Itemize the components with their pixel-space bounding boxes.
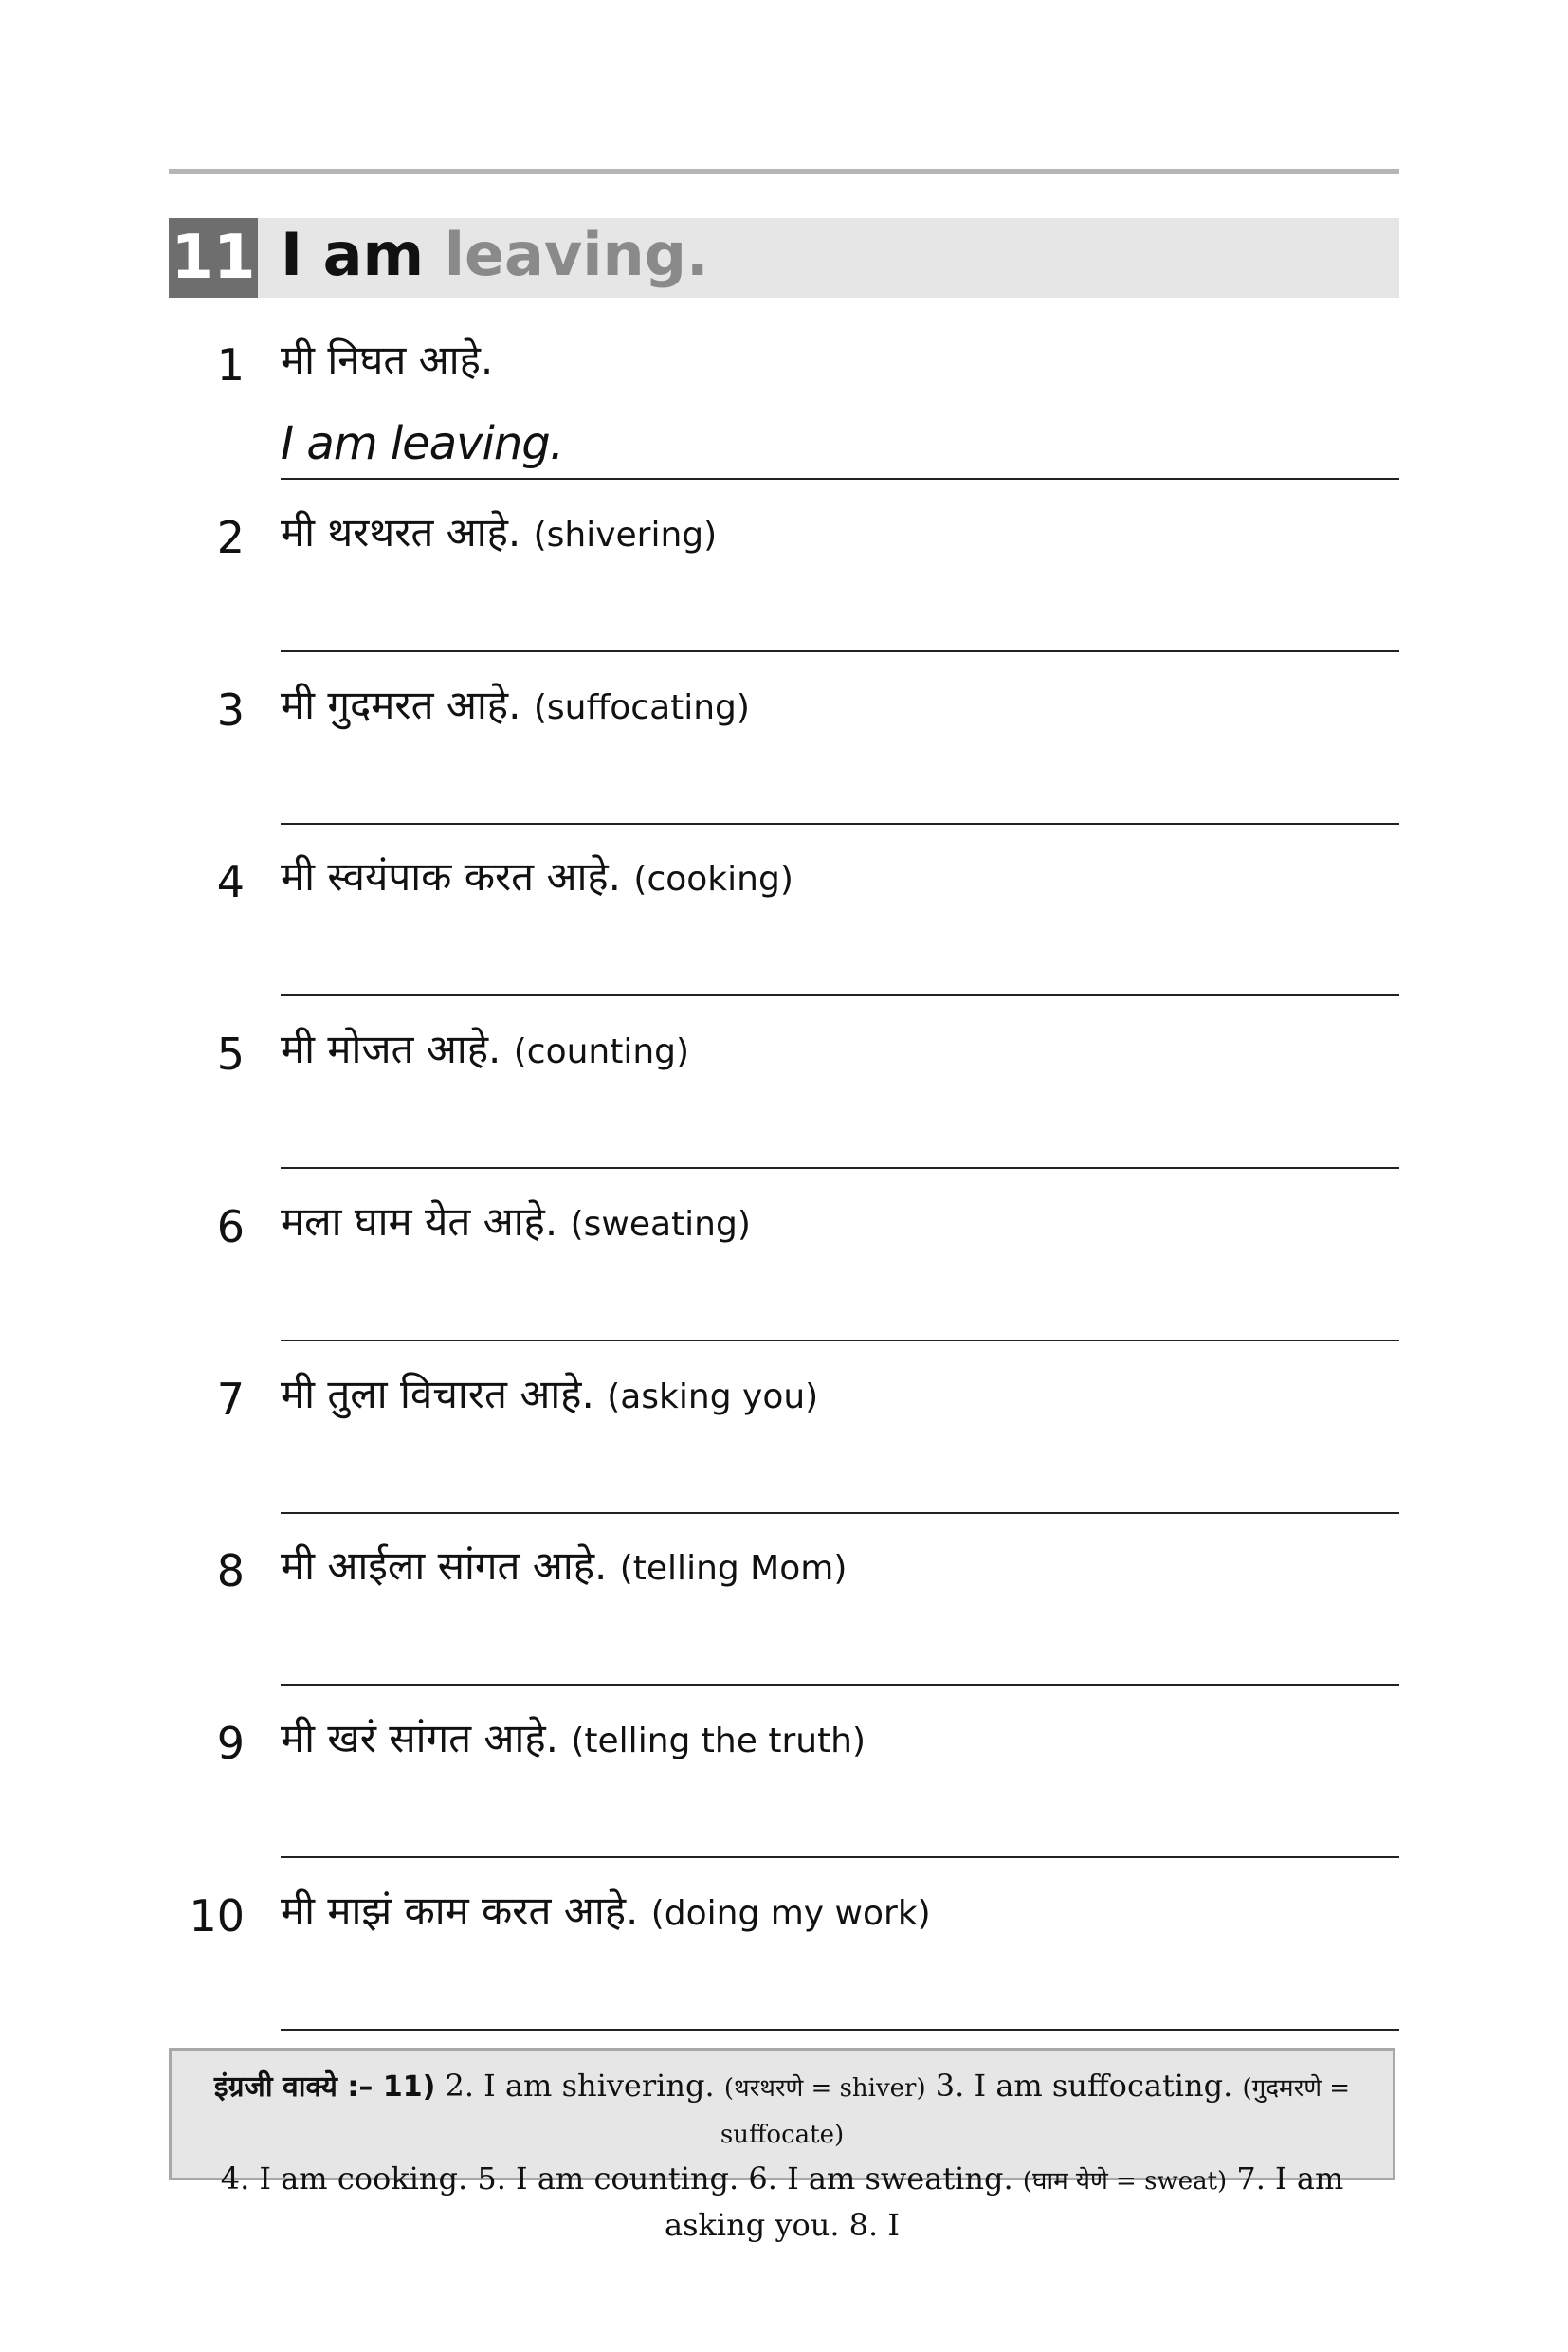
english-hint: (asking you) — [607, 1377, 819, 1416]
english-hint: (sweating) — [570, 1205, 751, 1244]
exercise-prompt — [281, 1528, 847, 1607]
exercise-item — [169, 839, 1399, 1012]
exercise-prompt — [281, 322, 493, 398]
exercise-prompt — [281, 495, 717, 574]
answer-line[interactable] — [281, 478, 1399, 480]
marathi-sentence: मी तुला विचारत आहे. — [281, 1371, 594, 1417]
exercise-prompt — [281, 1357, 818, 1435]
answer-key-note: (थरथरणे = shiver) — [723, 2074, 926, 2103]
exercise-item — [169, 1357, 1399, 1529]
exercise-prompt — [281, 1012, 689, 1090]
answer-key-text: 3. I am suffocating. — [925, 2068, 1243, 2104]
exercise-prompt — [281, 667, 750, 746]
english-hint: (counting) — [513, 1032, 690, 1071]
exercise-prompt — [281, 839, 793, 918]
exercise-number: 3 — [216, 684, 245, 736]
answer-key-text: 7. I am asking you. 8. I — [664, 2161, 1344, 2243]
chapter-title-main: I am — [281, 220, 425, 289]
exercise-item — [169, 322, 1399, 495]
exercise-item — [169, 1184, 1399, 1357]
answer-key-text: 2. I am shivering. — [435, 2068, 724, 2104]
english-hint: (doing my work) — [650, 1894, 931, 1933]
answer-line[interactable] — [281, 650, 1399, 652]
exercise-number: 10 — [189, 1890, 245, 1942]
chapter-title-bar — [169, 218, 1399, 298]
chapter-title-highlight: leaving. — [444, 220, 709, 289]
exercise-item — [169, 667, 1399, 840]
english-hint: (telling the truth) — [571, 1722, 866, 1760]
answer-key-heading: इंग्रजी वाक्ये :– 11) — [213, 2070, 436, 2104]
answer-key-line-2 — [189, 2157, 1376, 2247]
exercise-number: 9 — [216, 1718, 245, 1769]
marathi-sentence: मी निघत आहे. — [281, 337, 494, 383]
exercise-number: 1 — [216, 339, 245, 391]
exercise-number: 2 — [216, 512, 245, 563]
marathi-sentence: मी आईला सांगत आहे. — [281, 1542, 608, 1589]
exercise-prompt — [281, 1873, 931, 1952]
exercise-item — [169, 495, 1399, 667]
handwritten-answer: I am leaving. — [281, 417, 564, 470]
exercise-number: 4 — [216, 856, 245, 907]
english-hint: (cooking) — [633, 860, 793, 899]
marathi-sentence: मला घाम येत आहे. — [281, 1198, 558, 1245]
answer-line[interactable] — [281, 1340, 1399, 1341]
exercise-item — [169, 1528, 1399, 1701]
exercise-prompt — [281, 1184, 751, 1263]
answer-line[interactable] — [281, 2029, 1399, 2031]
marathi-sentence: मी स्वयंपाक करत आहे. — [281, 853, 622, 900]
exercise-number: 5 — [216, 1029, 245, 1080]
answer-line[interactable] — [281, 994, 1399, 996]
marathi-sentence: मी गुदमरत आहे. — [281, 682, 521, 728]
answer-line[interactable] — [281, 1856, 1399, 1858]
exercise-prompt — [281, 1701, 866, 1779]
exercise-number: 7 — [216, 1374, 245, 1425]
exercise-number: 6 — [216, 1201, 245, 1252]
english-hint: (telling Mom) — [619, 1549, 848, 1588]
top-divider — [169, 169, 1399, 174]
answer-key-text: 4. I am cooking. 5. I am counting. 6. I am sweating. — [220, 2161, 1023, 2197]
answer-line[interactable] — [281, 1167, 1399, 1169]
marathi-sentence: मी थरथरत आहे. — [281, 509, 521, 556]
answer-key-line-1 — [189, 2064, 1376, 2157]
english-hint: (suffocating) — [533, 688, 750, 727]
answer-key-box — [169, 2048, 1395, 2243]
answer-key-note: (गुदमरणे = suffocate) — [720, 2074, 1351, 2149]
marathi-sentence: मी मोजत आहे. — [281, 1026, 501, 1072]
exercise-item — [169, 1012, 1399, 1184]
answer-line[interactable] — [281, 823, 1399, 825]
exercise-number: 8 — [216, 1545, 245, 1596]
exercise-item — [169, 1873, 1399, 2046]
answer-line[interactable] — [281, 1684, 1399, 1686]
english-hint: (shivering) — [533, 516, 718, 555]
answer-line[interactable] — [281, 1512, 1399, 1514]
exercise-item — [169, 1701, 1399, 1873]
answer-key-note: (घाम येणे = sweat) — [1022, 2167, 1228, 2196]
marathi-sentence: मी माझं काम करत आहे. — [281, 1887, 639, 1934]
chapter-number: 11 — [169, 218, 258, 298]
chapter-title — [281, 218, 709, 298]
marathi-sentence: मी खरं सांगत आहे. — [281, 1715, 559, 1761]
